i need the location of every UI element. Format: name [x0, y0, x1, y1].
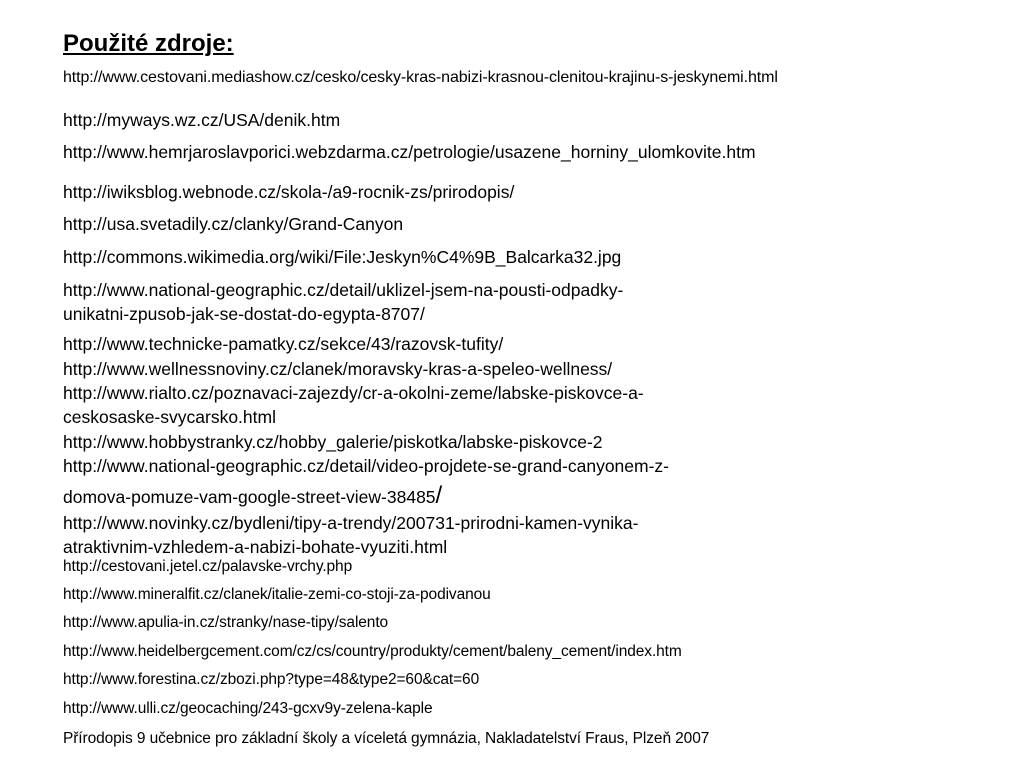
source-link-continuation[interactable]: ceskosaske-svycarsko.html: [63, 407, 276, 427]
source-link[interactable]: http://www.wellnessnoviny.cz/clanek/moravsky-kras-a-speleo-wellness/: [63, 359, 613, 379]
source-link-continuation[interactable]: [63, 484, 442, 508]
source-link[interactable]: http://www.forestina.cz/zbozi.php?type=48&type2=60&cat=60: [63, 671, 480, 688]
source-link[interactable]: http://iwiksblog.webnode.cz/skola-/a9-rocnik-zs/prirodopis/: [63, 182, 515, 202]
source-link[interactable]: http://www.mineralfit.cz/clanek/italie-zemi-co-stoji-za-podivanou: [63, 586, 491, 603]
source-link[interactable]: http://www.cestovani.mediashow.cz/cesko/cesky-kras-nabizi-krasnou-clenitou-krajinu-s-jeskynemi.html: [63, 69, 778, 86]
source-link[interactable]: http://www.apulia-in.cz/stranky/nase-tipy/salento: [63, 614, 389, 631]
source-link[interactable]: http://www.technicke-pamatky.cz/sekce/43/razovsk-tufity/: [63, 334, 504, 354]
source-link[interactable]: http://www.national-geographic.cz/detail/video-projdete-se-grand-canyonem-z-: [63, 456, 670, 476]
source-link[interactable]: http://cestovani.jetel.cz/palavske-vrchy.php: [63, 558, 353, 575]
source-link[interactable]: http://www.rialto.cz/poznavaci-zajezdy/cr-a-okolni-zeme/labske-piskovce-a-: [63, 383, 644, 403]
source-link[interactable]: http://www.national-geographic.cz/detail/uklizel-jsem-na-pousti-odpadky-: [63, 280, 624, 300]
source-link-text: domova-pomuze-vam-google-street-view-38485: [63, 487, 436, 507]
source-link[interactable]: http://www.novinky.cz/bydleni/tipy-a-trendy/200731-prirodni-kamen-vynika-: [63, 513, 639, 533]
source-link[interactable]: http://www.hobbystranky.cz/hobby_galerie/piskotka/labske-piskovce-2: [63, 432, 603, 452]
source-link-continuation[interactable]: atraktivnim-vzhledem-a-nabizi-bohate-vyuziti.html: [63, 537, 448, 557]
source-link[interactable]: http://www.ulli.cz/geocaching/243-gcxv9y-zelena-kaple: [63, 700, 433, 717]
source-link[interactable]: http://commons.wikimedia.org/wiki/File:Jeskyn%C4%9B_Balcarka32.jpg: [63, 247, 622, 267]
source-link-continuation[interactable]: unikatni-zpusob-jak-se-dostat-do-egypta-8707/: [63, 304, 425, 324]
source-link[interactable]: http://myways.wz.cz/USA/denik.htm: [63, 110, 341, 130]
source-link[interactable]: http://www.hemrjaroslavporici.webzdarma.cz/petrologie/usazene_horniny_ulomkovite.htm: [63, 142, 756, 162]
trailing-slash: /: [435, 482, 443, 509]
slide-title: Použité zdroje:: [63, 30, 234, 57]
source-link[interactable]: http://usa.svetadily.cz/clanky/Grand-Canyon: [63, 214, 404, 234]
source-link[interactable]: http://www.heidelbergcement.com/cz/cs/country/produkty/cement/baleny_cement/index.htm: [63, 643, 682, 660]
book-reference: Přírodopis 9 učebnice pro základní školy a víceletá gymnázia, Nakladatelství Fraus, Plzeň 2007: [63, 730, 710, 747]
